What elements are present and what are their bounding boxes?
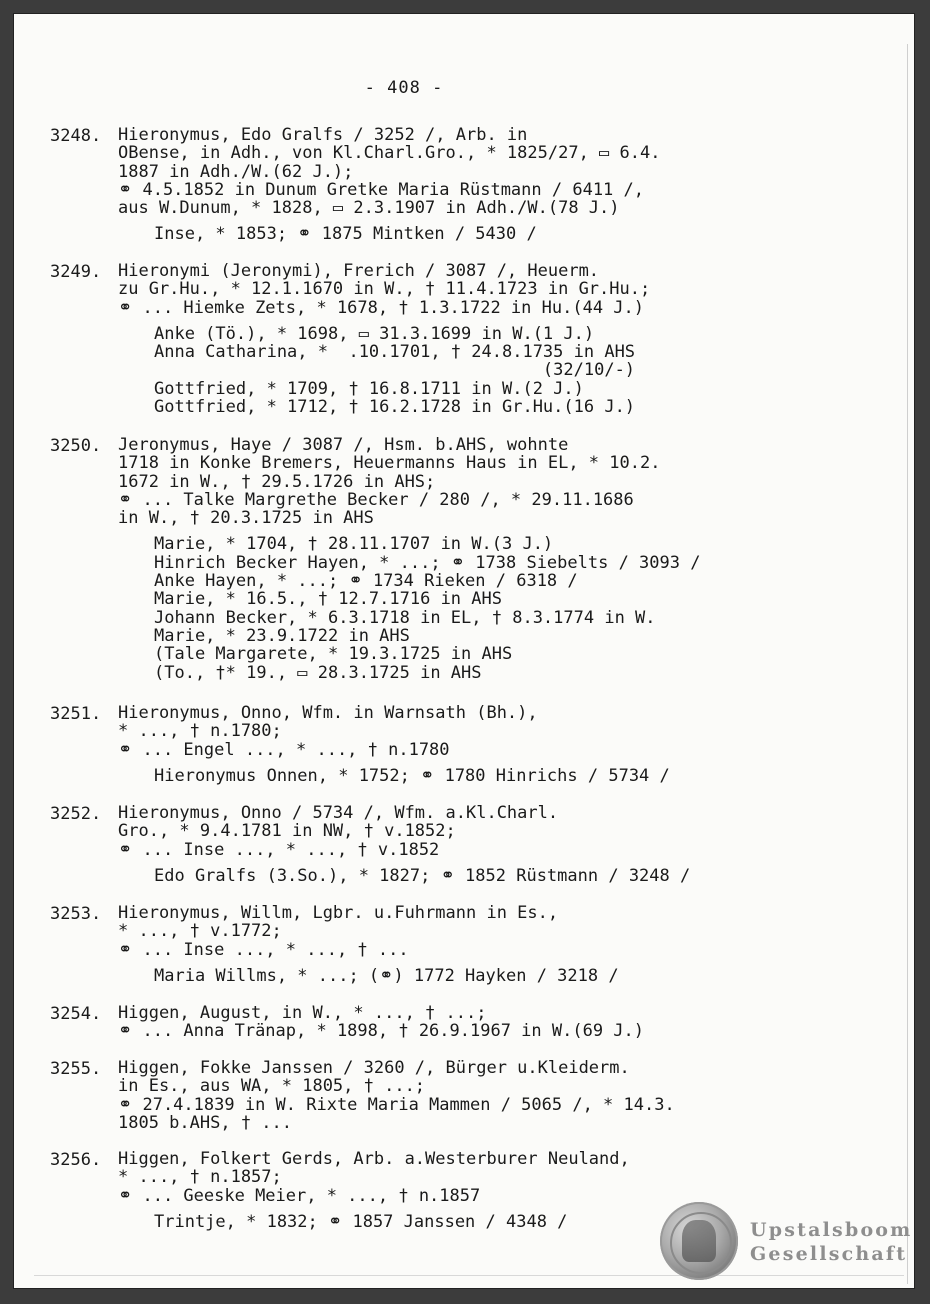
entry-line: Hieronymus, Edo Gralfs / 3252 /, Arb. in bbox=[118, 125, 528, 145]
entry-line: ⚭ ... Anna Tränap, * 1898, † 26.9.1967 in W.(69 J.) bbox=[118, 1021, 644, 1042]
child-line: (32/10/-) bbox=[154, 360, 636, 381]
child-line: Gottfried, * 1712, † 16.2.1728 in Gr.Hu.(16 J.) bbox=[154, 397, 636, 418]
entry-line: ⚭ ... Geeske Meier, * ..., † n.1857 bbox=[118, 1185, 481, 1206]
child-line: Trintje, * 1832; ⚭ 1857 Janssen / 4348 / bbox=[154, 1211, 568, 1232]
entry-line: 1672 in W., † 29.5.1726 in AHS; bbox=[118, 471, 436, 492]
entry-line: ⚭ ... Talke Margrethe Becker / 280 /, * 29.11.1686 bbox=[118, 489, 634, 510]
child-line: (To., †* 19., ▭ 28.3.1725 in AHS bbox=[154, 662, 482, 683]
child-line: Maria Willms, * ...; (⚭) 1772 Hayken / 3218 / bbox=[154, 965, 619, 986]
seal-logo-icon bbox=[660, 1202, 738, 1280]
child-line: Hinrich Becker Hayen, * ...; ⚭ 1738 Siebelts / 3093 / bbox=[154, 552, 701, 573]
entry-number: 3254. bbox=[50, 1004, 102, 1024]
child-line: (Tale Margarete, * 19.3.1725 in AHS bbox=[154, 644, 513, 665]
child-line: Johann Becker, * 6.3.1718 in EL, † 8.3.1774 in W. bbox=[154, 607, 656, 628]
entry-line: * ..., † n.1857; bbox=[118, 1167, 282, 1188]
watermark-text bbox=[750, 1218, 914, 1266]
entry-line: aus W.Dunum, * 1828, ▭ 2.3.1907 in Adh./W.(78 J.) bbox=[118, 198, 620, 219]
entry-line: zu Gr.Hu., * 12.1.1670 in W., † 11.4.1723 in Gr.Hu.; bbox=[118, 279, 651, 300]
entry-number: 3249. bbox=[50, 262, 102, 282]
entry-line: * ..., † n.1780; bbox=[118, 721, 282, 742]
entry-line: ⚭ 4.5.1852 in Dunum Gretke Maria Rüstmann / 6411 /, bbox=[118, 179, 644, 200]
entry-line: OBense, in Adh., von Kl.Charl.Gro., * 1825/27, ▭ 6.4. bbox=[118, 143, 661, 164]
entry-line: ⚭ ... Inse ..., * ..., † ... bbox=[118, 939, 409, 960]
entry-line: 1718 in Konke Bremers, Heuermanns Haus in EL, * 10.2. bbox=[118, 453, 661, 474]
page-number: - 408 - bbox=[364, 78, 444, 98]
entry-number: 3251. bbox=[50, 704, 102, 724]
entry-line: Jeronymus, Haye / 3087 /, Hsm. b.AHS, wohnte bbox=[118, 435, 569, 455]
entry-line: Hieronymi (Jeronymi), Frerich / 3087 /, Heuerm. bbox=[118, 261, 600, 281]
entry-line: Hieronymus, Onno / 5734 /, Wfm. a.Kl.Charl. bbox=[118, 803, 559, 823]
child-line: Marie, * 23.9.1722 in AHS bbox=[154, 625, 410, 646]
entry-number: 3256. bbox=[50, 1150, 102, 1170]
entry-line: Hieronymus, Onno, Wfm. in Warnsath (Bh.), bbox=[118, 703, 538, 723]
entry-line: in W., † 20.3.1725 in AHS bbox=[118, 508, 374, 529]
child-line: Gottfried, * 1709, † 16.8.1711 in W.(2 J.) bbox=[154, 378, 584, 399]
watermark-line-1: Upstalsboom bbox=[750, 1219, 913, 1241]
child-line: Hieronymus Onnen, * 1752; ⚭ 1780 Hinrichs / 5734 / bbox=[154, 765, 670, 786]
entry-line: 1887 in Adh./W.(62 J.); bbox=[118, 161, 354, 182]
entry-number: 3252. bbox=[50, 804, 102, 824]
child-line: Edo Gralfs (3.So.), * 1827; ⚭ 1852 Rüstmann / 3248 / bbox=[154, 865, 691, 886]
entry-line: Higgen, Folkert Gerds, Arb. a.Westerburer Neuland, bbox=[118, 1149, 630, 1169]
entry-line: in Es., aus WA, * 1805, † ...; bbox=[118, 1076, 426, 1097]
entry-number: 3248. bbox=[50, 126, 102, 146]
entry-line: ⚭ 27.4.1839 in W. Rixte Maria Mammen / 5065 /, * 14.3. bbox=[118, 1094, 675, 1115]
entry-number: 3253. bbox=[50, 904, 102, 924]
child-line: Marie, * 16.5., † 12.7.1716 in AHS bbox=[154, 589, 502, 610]
entry-line: * ..., † v.1772; bbox=[118, 921, 282, 942]
child-line: Inse, * 1853; ⚭ 1875 Mintken / 5430 / bbox=[154, 224, 537, 245]
entry-line: ⚭ ... Engel ..., * ..., † n.1780 bbox=[118, 739, 450, 760]
entry-line: Hieronymus, Willm, Lgbr. u.Fuhrmann in Es., bbox=[118, 903, 559, 923]
entry-line: Gro., * 9.4.1781 in NW, † v.1852; bbox=[118, 821, 456, 842]
entry-number: 3250. bbox=[50, 436, 102, 456]
child-line: Anke Hayen, * ...; ⚭ 1734 Rieken / 6318 / bbox=[154, 571, 578, 592]
entry-line: ⚭ ... Hiemke Zets, * 1678, † 1.3.1722 in Hu.(44 J.) bbox=[118, 297, 644, 318]
document-page bbox=[14, 14, 914, 1288]
document-body bbox=[14, 14, 914, 1288]
child-line: Anke (Tö.), * 1698, ▭ 31.3.1699 in W.(1 J.) bbox=[154, 323, 595, 344]
entry-line: Higgen, Fokke Janssen / 3260 /, Bürger u.Kleiderm. bbox=[118, 1058, 630, 1078]
entry-line: 1805 b.AHS, † ... bbox=[118, 1112, 292, 1133]
entry-line: Higgen, August, in W., * ..., † ...; bbox=[118, 1003, 487, 1023]
watermark-line-2: Gesellschaft bbox=[750, 1243, 908, 1265]
entry-number: 3255. bbox=[50, 1059, 102, 1079]
child-line: Marie, * 1704, † 28.11.1707 in W.(3 J.) bbox=[154, 534, 554, 555]
child-line: Anna Catharina, * .10.1701, † 24.8.1735 in AHS bbox=[154, 342, 636, 363]
entry-line: ⚭ ... Inse ..., * ..., † v.1852 bbox=[118, 839, 440, 860]
